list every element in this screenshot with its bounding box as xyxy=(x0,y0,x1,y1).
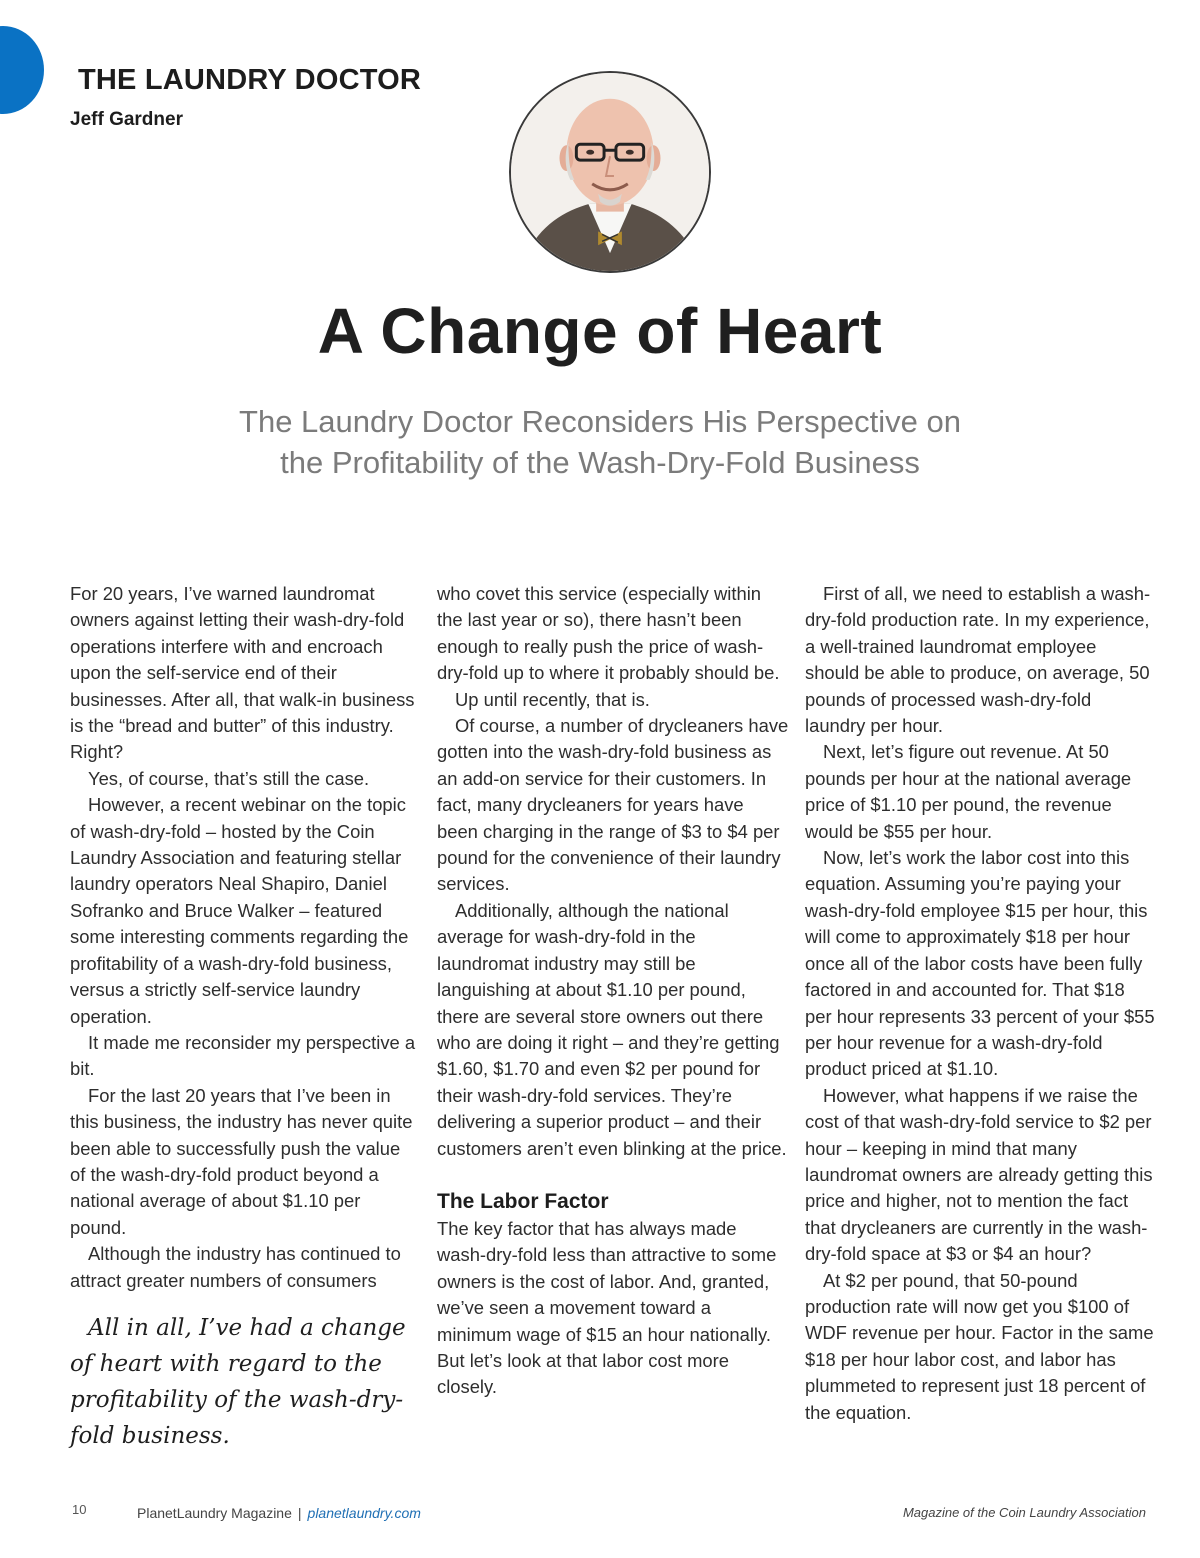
paragraph: Now, let’s work the labor cost into this equation. Assuming you’re paying your wash-dry-fold employee $15 per hour, this will come to approximately $18 per hour once all of the labor costs have been fully factored in and accounted for. That $18 per hour represents 33 percent of your $55 per hour revenue for a wash-dry-fold product priced at $1.10. xyxy=(805,847,1155,1080)
author-byline: Jeff Gardner xyxy=(70,109,183,130)
paragraph: However, what happens if we raise the cost of that wash-dry-fold service to $2 per hour – keeping in mind that many laundromat owners are already getting this price and higher, not to mention the fact that drycleaners are currently in the wash-dry-fold space at $3 or $4 an hour? xyxy=(805,1084,1153,1265)
pull-quote: All in all, I’ve had a change of heart with regard to the profitability of the wash-dry-fold business. xyxy=(70,1315,406,1449)
body-column-3 xyxy=(805,581,1155,1426)
paragraph: Up until recently, that is. xyxy=(455,688,650,710)
section-heading: The Labor Factor xyxy=(437,1189,609,1213)
website-link[interactable]: planetlaundry.com xyxy=(307,1505,421,1521)
body-column-2 xyxy=(437,581,789,1401)
paragraph: It made me reconsider my perspective a bit. xyxy=(70,1031,416,1080)
page-number: 10 xyxy=(72,1502,87,1517)
paragraph: Additionally, although the national average for wash-dry-fold in the laundromat industry may still be languishing at about $1.10 per pound, there are several store owners out there who are doing it right – and they’re getting $1.60, $1.70 and even $2 per pound for their wash-dry-fold services. They’re delivering a superior product – and their customers aren’t even blinking at the price. xyxy=(437,899,787,1159)
paragraph: First of all, we need to establish a wash-dry-fold production rate. In my experience, a well-trained laundromat employee should be able to produce, on average, 50 pounds of processed wash-dry-fold laundry per hour. xyxy=(805,583,1151,737)
paragraph: However, a recent webinar on the topic of wash-dry-fold – hosted by the Coin Laundry Association and featuring stellar laundry operators Neal Shapiro, Daniel Sofranko and Bruce Walker – featured some interesting comments regarding the profitability of a wash-dry-fold business, versus a strictly self-service laundry operation. xyxy=(70,794,409,1027)
deck-line-2: the Profitability of the Wash-Dry-Fold Business xyxy=(280,445,920,480)
paragraph: Next, let’s figure out revenue. At 50 pounds per hour at the national average price of $1.10 per pound, the revenue would be $55 per hour. xyxy=(805,741,1132,842)
body-column-1 xyxy=(70,581,418,1294)
paragraph: The key factor that has always made wash-dry-fold less than attractive to some owners is the cost of labor. And, granted, we’ve seen a movement toward a minimum wage of $15 an hour nationally. But let’s look at that labor cost more closely. xyxy=(437,1217,777,1398)
footer-separator: | xyxy=(297,1505,302,1521)
author-photo xyxy=(509,71,711,273)
column-name: THE LAUNDRY DOCTOR xyxy=(78,64,422,96)
paragraph: Although the industry has continued to attract greater numbers of consumers xyxy=(70,1243,401,1291)
author-photo-image xyxy=(511,73,709,271)
paragraph: At $2 per pound, that 50-pound production rate will now get you $100 of WDF revenue per hour. Factor in the same $18 per hour labor cost, and labor has plummeted to represent just 18 percent of the equation. xyxy=(805,1269,1154,1423)
article-deck xyxy=(180,401,1020,483)
paragraph: who covet this service (especially within the last year or so), there hasn’t been enough to really push the price of wash-dry-fold up to where it probably should be. xyxy=(437,583,780,684)
paragraph: For the last 20 years that I’ve been in this business, the industry has never quite been able to successfully push the value of the wash-dry-fold product beyond a national average of about $1.10 per pound. xyxy=(70,1084,413,1238)
paragraph: Of course, a number of drycleaners have gotten into the wash-dry-fold business as an add-on service for their customers. In fact, many drycleaners for years have been charging in the range of $3 to $4 per pound for the convenience of their laundry services. xyxy=(437,715,789,895)
magazine-name: PlanetLaundry Magazine xyxy=(137,1505,292,1521)
footer-tagline: Magazine of the Coin Laundry Association xyxy=(902,1505,1146,1520)
article-title: A Change of Heart xyxy=(317,295,883,367)
paragraph: For 20 years, I’ve warned laundromat owners against letting their wash-dry-fold operations interfere with and encroach upon the self-service end of their businesses. After all, that walk-in business is the “bread and butter” of this industry. Right? xyxy=(70,583,415,763)
paragraph: Yes, of course, that’s still the case. xyxy=(88,767,370,789)
deck-line-1: The Laundry Doctor Reconsiders His Perspective on xyxy=(239,404,961,439)
footer-magazine xyxy=(137,1505,421,1521)
section-color-tab xyxy=(0,26,44,114)
